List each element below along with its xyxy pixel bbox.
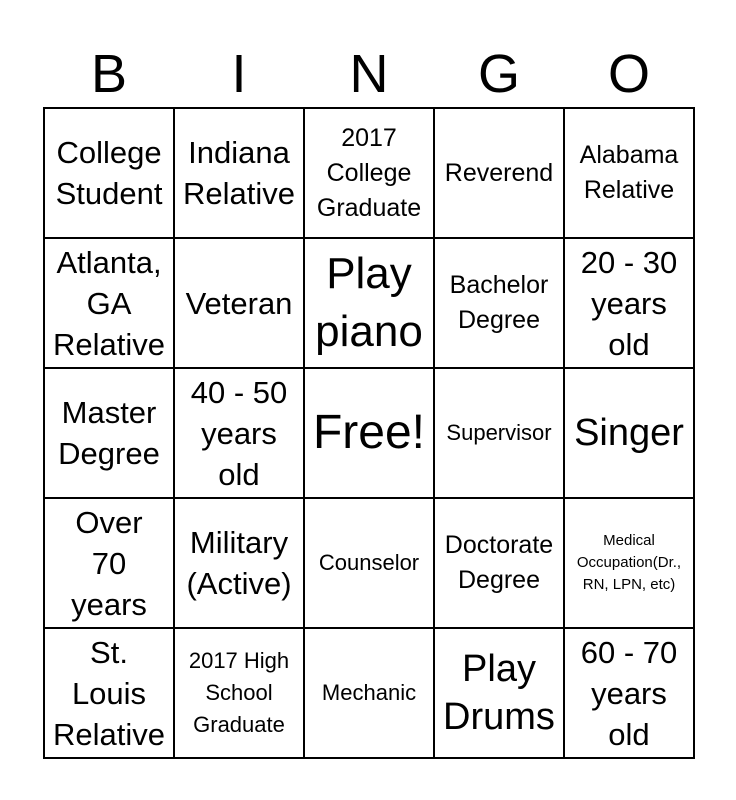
cell-label: Alabama Relative [579,141,679,204]
bingo-cell[interactable] [175,109,305,239]
cell-label: Play piano [315,249,423,356]
cell-label: Bachelor Degree [449,271,549,334]
bingo-cell[interactable] [45,239,175,369]
bingo-cell[interactable] [435,239,565,369]
cell-label: Mechanic [321,680,417,705]
bingo-cell[interactable] [175,239,305,369]
bingo-cell[interactable] [175,369,305,499]
cell-label: Reverend [444,158,554,187]
free-space[interactable] [305,369,435,499]
bingo-cell[interactable] [565,369,695,499]
bingo-cell[interactable] [565,629,695,759]
free-space-label: Free! [312,406,426,459]
cell-label: College Student [55,135,163,211]
header-letter-i: I [231,44,247,104]
bingo-cell[interactable] [45,109,175,239]
bingo-cell[interactable] [45,369,175,499]
bingo-cell[interactable] [565,109,695,239]
bingo-cell[interactable] [305,239,435,369]
bingo-cell[interactable] [435,499,565,629]
cell-label: Veteran [185,285,293,321]
cell-label: 60 - 70 years old [580,634,678,752]
cell-label: 20 - 30 years old [580,244,678,362]
header-letter-o: O [607,44,650,104]
cell-label: Supervisor [446,420,552,445]
bingo-cell[interactable] [435,369,565,499]
bingo-cell[interactable] [565,499,695,629]
cell-label: Indiana Relative [183,135,295,211]
bingo-board [43,107,695,759]
header-letter-g: G [477,44,520,104]
bingo-cell[interactable] [45,629,175,759]
bingo-header [44,40,694,108]
bingo-cell[interactable] [175,499,305,629]
header-letter-n: N [349,44,389,104]
bingo-cell[interactable] [435,629,565,759]
bingo-cell[interactable] [305,499,435,629]
cell-label: 2017 College Graduate [316,123,422,222]
bingo-cell[interactable] [565,239,695,369]
cell-label: Counselor [318,550,420,575]
header-letter-b: B [90,44,128,104]
bingo-cell[interactable] [45,499,175,629]
cell-label: 40 - 50 years old [190,374,288,492]
cell-label: Over 70 years [71,504,147,622]
cell-label: Master Degree [58,395,160,471]
cell-label: Medical Occupation(Dr., RN, LPN, etc) [576,532,682,593]
cell-label: Doctorate Degree [444,531,554,594]
cell-label: Atlanta, GA Relative [53,244,165,362]
cell-label: Military (Active) [186,525,292,601]
bingo-cell[interactable] [435,109,565,239]
bingo-cell[interactable] [305,629,435,759]
cell-label: Singer [574,412,684,454]
bingo-cell[interactable] [175,629,305,759]
bingo-cell[interactable] [305,109,435,239]
cell-label: St. Louis Relative [53,634,165,752]
cell-label: 2017 High School Graduate [188,648,290,737]
cell-label: Play Drums [443,648,555,738]
